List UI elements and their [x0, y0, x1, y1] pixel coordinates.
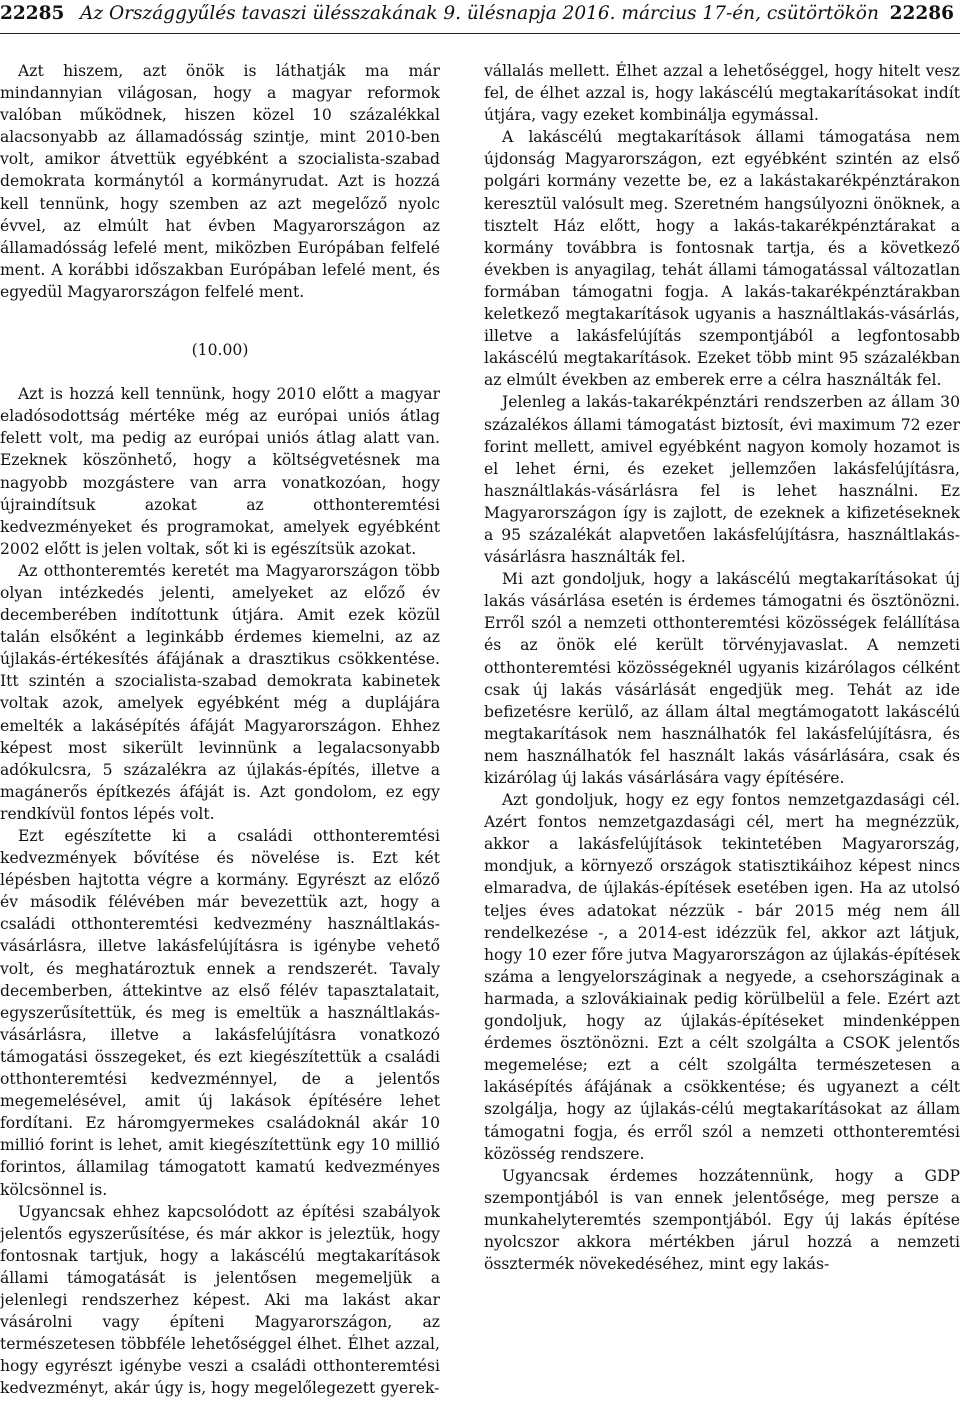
- right-column: [484, 60, 960, 1412]
- paragraph: Ezt egészítette ki a családi otthonteremtési kedvezmények bővítése és növelése is. Ezt két lépésben hajtotta végre a kormány. Egyrészt az előző év második félévében már bevezettük azt, hogy a családi otthonteremtési kedvezmény használtlakás-vásárlásra, illetve lakásfelújításra is igénybe vehető volt, és meghatároztuk ennek a rendszerét. Tavaly decemberben, áttekintve az első félév tapasztalatait, egyszerűsítettük, és meg is emeltük a használtlakás-vásárlásra, illetve a lakásfelújításra vonatkozó támogatási összegeket, és ezt kiegészítettük a családi otthonteremtési kedvezménnyel, de a jelentős megemelésével, amit új lakások építésére lehet fordítani. Ez háromgyermekes családoknál akár 10 millió forint is lehet, amit kiegészítettünk egy 10 millió forintos, államilag támogatott kamatú kedvezményes kölcsönnel is.: [0, 827, 440, 1199]
- paragraph: A lakáscélú megtakarítások állami támogatása nem újdonság Magyarországon, ezt egyébként szintén az első polgári kormány vezette be, ez a lakástakarékpénztárakon keresztül valósult meg. Szeretném hangsúlyozni önöknek, a tisztelt Ház előtt, hogy a lakás-takarékpénztárakat a kormány továbbra is fontosnak tartja, és a következő években is anyagilag, tehát állami támogatással változatlan formában támogatni fogja. A lakás-takarékpénztárakban keletkező megtakarítások ugyanis a használtlakás-vásárlás, illetve a lakásfelújítás szempontjából a legfontosabb lakáscélú megtakarítások. Ezeket több mint 95 százalékban az elmúlt években az emberek erre a célra használták fel.: [484, 128, 960, 390]
- paragraph: Jelenleg a lakás-takarékpénztári rendszerben az állam 30 százalékos állami támogatást biztosít, évi maximum 72 ezer forint mellett, amivel egyébként nagyon komoly hozamot is el lehet érni, és ezeket jellemzően lakásfelújításra, használtlakás-vásárlásra fel is lehet használni. Ez Magyarországon így is zajlott, de ezeknek a kifizetéseknek a 95 százalékát alapvetően lakásfelújításra, használtlakás-vásárlásra használták fel.: [484, 393, 960, 567]
- paragraph: Azt gondoljuk, hogy ez egy fontos nemzetgazdasági cél. Azért fontos nemzetgazdasági cél, mert ha megnézzük, akkor a lakásfelújítások tekintetében Magyarország, mondjuk, a környező országok statisztikáihoz képest nincs elmaradva, de újlakás-építések esetében igen. Ha az utolsó teljes éves adatokat nézzük - bár 2015 még nem áll rendelkezése -, a 2014-est idézzük fel, akkor azt látjuk, hogy 10 ezer főre jutva Magyarországon az újlakás-építések száma a lengyelországinak a negyede, a csehországinak a harmada, a szlovákiainak pedig körülbelül a fele. Ezért azt gondoljuk, hogy az újlakás-építéseket mindenképpen érdemes ösztönözni. Ezt a célt szolgálta a CSOK jelentős megemelése; ezt a célt szolgálta természetesen a lakásépítés áfájának a csökkentése; és ugyanezt a célt szolgálja, hogy az újlakás-célú megtakarításokat az állam támogatni fogja, és erről szól a nemzeti otthonteremtési közösség rendszere.: [484, 791, 960, 1163]
- page-header: [0, 0, 960, 36]
- page-number-left: 22285: [0, 3, 65, 24]
- paragraph: Azt hiszem, azt önök is láthatják ma már mindannyian világosan, hogy a magyar reformok valóban működnek, hiszen közel 10 százalékkal alacsonyabb az államadósság szintje, mint 2010-ben volt, amikor átvettük egyébként a szocialista-szabad demokrata kormánytól a kormányrudat. Azt is hozzá kell tennünk, hogy szemben az azt megelőző nyolc évvel, az elmúlt hat évben Magyarországon az államadósság lefelé ment, miközben Európában felfelé ment. A korábbi időszakban Európában lefelé ment, és egyedül Magyarországon felfelé ment.: [0, 62, 440, 301]
- paragraph: Ugyancsak ehhez kapcsolódott az építési szabályok jelentős egyszerűsítése, és már akkor is jeleztük, hogy fontosnak tartjuk, hogy a lakáscélú megtakarítások állami támogatását is jelentősen megemeljük a jelenlegi rendszerhez képest. Aki ma lakást akar vásárolni vagy építeni Magyarországon, az természetesen többféle lehetőséggel élhet. Élhet azzal, hogy egyrészt igénybe veszi a családi otthonteremtési kedvezményt, akár úgy is, hogy megelőlegezett gyerek-: [0, 1202, 440, 1398]
- running-title: Az Országgyűlés tavaszi ülésszakának 9. ülésnapja 2016. március 17-én, csütörtökön: [80, 3, 879, 24]
- header-rule: [0, 33, 960, 34]
- paragraph: Azt is hozzá kell tennünk, hogy 2010 előtt a magyar eladósodottság mértéke még az európai uniós átlag felett volt, ma pedig az európai uniós átlag alatt van. Ezeknek köszönhető, hogy a költségvetésnek ma nagyobb mozgástere van arra vonatkozóan, hogy újraindítsuk azokat az otthonteremtési kedvezményeket és programokat, amelyek egyébként 2002 előtt is jelen voltak, sőt ki is egészítsük azokat.: [0, 385, 440, 558]
- time-marker: (10.00): [191, 341, 249, 360]
- paragraph: Mi azt gondoljuk, hogy a lakáscélú megtakarításokat új lakás vásárlása esetén is érdemes támogatni és ösztönözni. Erről szól a nemzeti otthonteremtési közösségek felállítása és az önök elé került törvényjavaslat. A nemzeti otthonteremtési közösségeknél ugyanis kizárólagos célként csak új lakás vásárlását engedjük meg. Tehát az ide befizetésre kerülő, az állam által megtámogatott lakáscélú megtakarítások nem használhatók fel lakásfelújításra, és nem használhatók fel használt lakás vásárlására, csak és kizárólag új lakás vásárlására vagy építésére.: [484, 570, 960, 787]
- paragraph: Ugyancsak érdemes hozzátennünk, hogy a GDP szempontjából is van ennek jelentősége, meg persze a munkahelyteremtés szempontjából. Egy új lakás építése nyolcszor akkora mértékben járul hozzá a nemzeti össztermék növekedéséhez, mint egy lakás-: [484, 1166, 960, 1274]
- paragraph: vállalás mellett. Élhet azzal a lehetőséggel, hogy hitelt vesz fel, de élhet azzal is, hogy lakáscélú megtakarításokat indít útjára, vagy ezeket kombinálja egymással.: [484, 62, 960, 125]
- paragraph: Az otthonteremtés keretét ma Magyarországon több olyan intézkedés jelenti, amelyeket az előző év decemberében indítottunk útjára. Amit ezek közül talán elsőként a leginkább érdemes kiemelni, az az újlakás-értékesítés áfájának a drasztikus csökkentése. Itt szintén a szocialista-szabad demokrata kabinetek voltak azok, amelyek egyébként még a duplájára emelték a lakásépítés áfáját Magyarországon. Ehhez képest most sikerült levinnünk a legalacsonyabb adókulcsra, 5 százalékra az újlakás-építés, illetve a magánerős építkezés áfáját is. Azt gondolom, ez egy rendkívül fontos lépés volt.: [0, 561, 440, 823]
- page-number-right: 22286: [889, 3, 954, 24]
- left-column: [0, 60, 440, 1412]
